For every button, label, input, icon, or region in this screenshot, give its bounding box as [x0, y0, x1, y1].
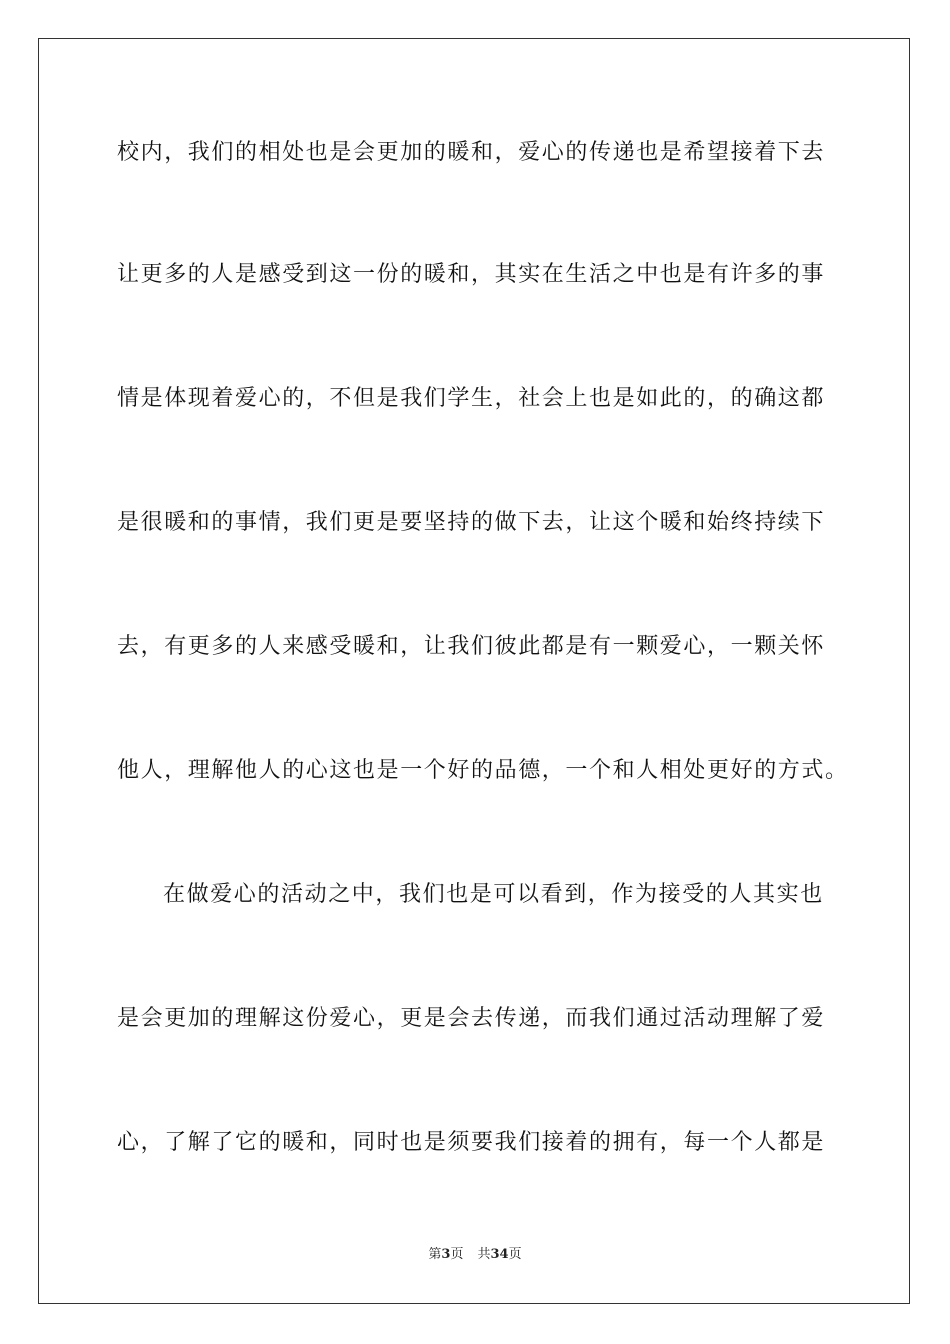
paragraph-line: 是很暖和的事情，我们更是要坚持的做下去，让这个暖和始终持续下 — [117, 510, 826, 535]
paragraph-line: 情是体现着爱心的，不但是我们学生，社会上也是如此的，的确这都 — [117, 386, 826, 411]
total-prefix: 共 — [477, 1247, 491, 1262]
paragraph-line: 在做爱心的活动之中，我们也是可以看到，作为接受的人其实也 — [163, 882, 824, 907]
total-page-number: 34 — [490, 1247, 509, 1262]
total-suffix: 页 — [508, 1247, 522, 1262]
page-border — [38, 38, 910, 1304]
paragraph-line: 去，有更多的人来感受暖和，让我们彼此都是有一颗爱心，一颗关怀 — [117, 634, 826, 659]
paragraph-line: 校内，我们的相处也是会更加的暖和，爱心的传递也是希望接着下去 — [117, 140, 826, 165]
paragraph-line: 是会更加的理解这份爱心，更是会去传递，而我们通过活动理解了爱 — [117, 1006, 826, 1031]
page-suffix: 页 — [450, 1247, 464, 1262]
paragraph-line: 心，了解了它的暖和，同时也是须要我们接着的拥有，每一个人都是 — [117, 1130, 826, 1155]
paragraph-line: 让更多的人是感受到这一份的暖和，其实在生活之中也是有许多的事 — [117, 262, 826, 287]
page-footer — [0, 1247, 950, 1263]
paragraph-line: 他人，理解他人的心这也是一个好的品德，一个和人相处更好的方式。 — [117, 758, 849, 783]
current-page-number: 3 — [441, 1247, 451, 1262]
page-prefix: 第 — [428, 1247, 442, 1262]
